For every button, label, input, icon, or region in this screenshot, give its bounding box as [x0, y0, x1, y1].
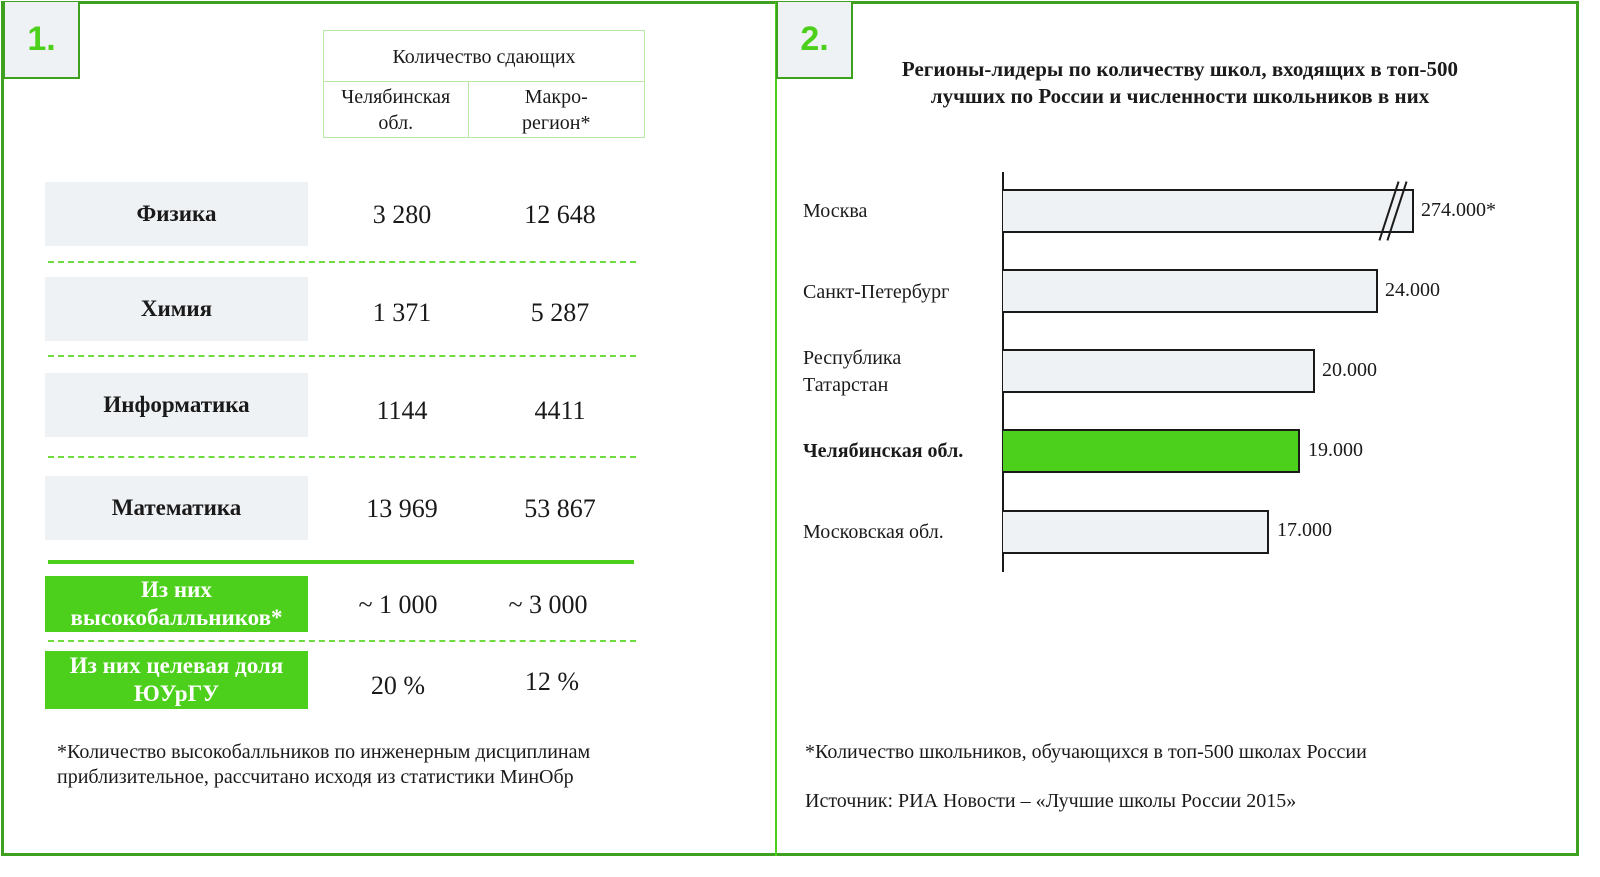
- row-label-informatics: Информатика: [45, 373, 308, 437]
- value-physics-macro: 12 648: [524, 200, 596, 229]
- row-label-physics: Физика: [45, 182, 308, 246]
- row-label-target-share: Из них целевая доля ЮУрГУ: [45, 651, 308, 709]
- value-chemistry-macro: 5 287: [530, 298, 590, 327]
- value-high-scorers-chel: ~ 1 000: [358, 590, 438, 619]
- summary-divider: [48, 560, 634, 564]
- value-informatics-chel: 1144: [376, 396, 428, 425]
- bar-value-moscow-oblast: 17.000: [1277, 519, 1332, 541]
- bar-moscow: [1003, 189, 1414, 233]
- table-header: [323, 30, 645, 138]
- value-target-share-chel: 20 %: [370, 671, 426, 700]
- footnote-students: *Количество школьников, обучающихся в топ-500 школах России: [805, 741, 1367, 763]
- header-col-macroregion: Макро-регион*: [522, 86, 591, 134]
- bar-value-moscow: 274.000*: [1421, 199, 1496, 221]
- value-mathematics-macro: 53 867: [524, 494, 596, 523]
- row-divider: [48, 355, 636, 357]
- bar-moscow-oblast: [1003, 510, 1269, 554]
- source-note: Источник: РИА Новости – «Лучшие школы России 2015»: [805, 790, 1297, 812]
- category-label-moscow-oblast: Московская обл.: [803, 521, 944, 543]
- row-divider: [48, 456, 636, 458]
- value-target-share-macro: 12 %: [524, 667, 580, 696]
- panel-number-1: 1.: [3, 2, 80, 79]
- chart-title: Регионы-лидеры по количеству школ, входящих в топ-500 лучших по России и численности школьников в них: [901, 57, 1459, 108]
- row-divider: [48, 640, 636, 642]
- category-label-tatarstan: Республика Татарстан: [803, 347, 902, 396]
- panel-divider: [775, 2, 777, 856]
- panel-number-2: 2.: [776, 2, 853, 79]
- value-high-scorers-macro: ~ 3 000: [508, 590, 588, 619]
- bar-spb: [1003, 269, 1378, 313]
- row-divider: [48, 261, 636, 263]
- footnote-high-scorers: *Количество высокобалльников по инженерным дисциплинам приблизительное, рассчитано исходя из статистики МинОбр: [57, 741, 591, 788]
- value-chemistry-chel: 1 371: [372, 298, 432, 327]
- value-mathematics-chel: 13 969: [366, 494, 438, 523]
- bar-value-tatarstan: 20.000: [1322, 359, 1377, 381]
- row-label-chemistry: Химия: [45, 277, 308, 341]
- value-informatics-macro: 4411: [534, 396, 586, 425]
- category-label-spb: Санкт-Петербург: [803, 281, 950, 303]
- value-physics-chel: 3 280: [372, 200, 432, 229]
- bar-value-spb: 24.000: [1385, 279, 1440, 301]
- row-label-high-scorers: Из них высокобалльников*: [45, 576, 308, 632]
- row-label-mathematics: Математика: [45, 476, 308, 540]
- header-col-chelyabinsk: Челябинская обл.: [324, 82, 469, 138]
- category-label-chelyabinsk: Челябинская обл.: [803, 440, 964, 462]
- bar-chelyabinsk: [1003, 429, 1300, 473]
- bar-tatarstan: [1003, 349, 1315, 393]
- header-group: Количество сдающих: [324, 31, 644, 82]
- bar-value-chelyabinsk: 19.000: [1308, 439, 1363, 461]
- category-label-moscow: Москва: [803, 200, 868, 222]
